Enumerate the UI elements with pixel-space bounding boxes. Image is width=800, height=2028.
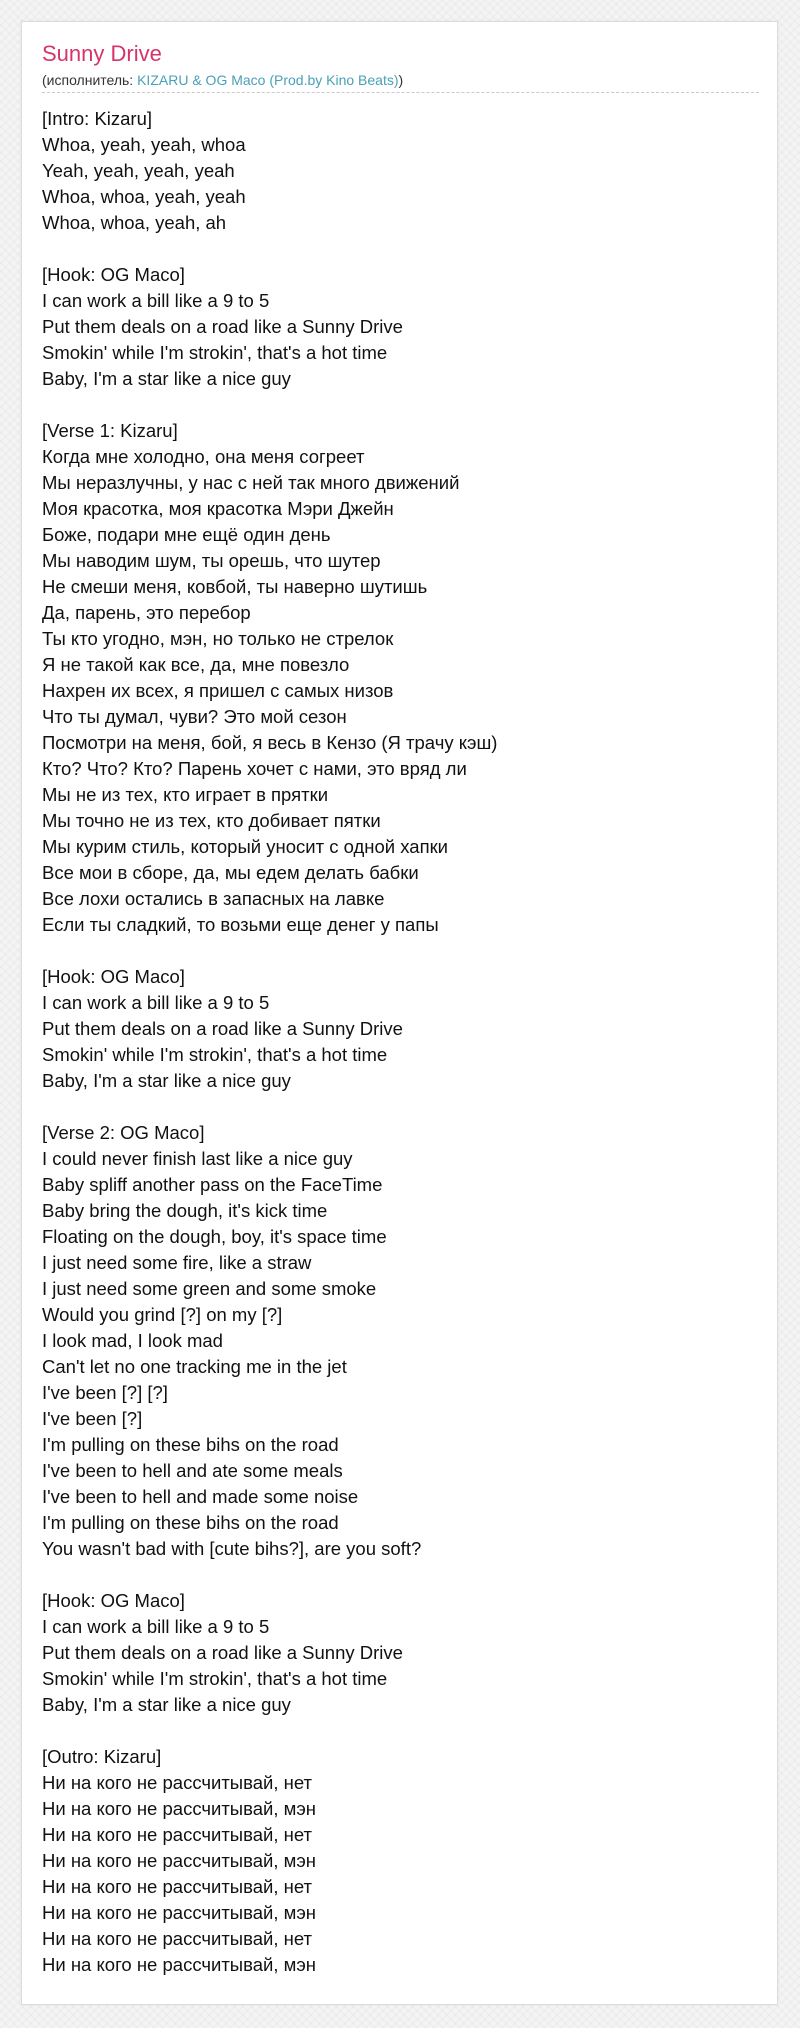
stanza-gap — [42, 1094, 759, 1120]
lyric-line: Мы не из тех, кто играет в прятки — [42, 784, 329, 805]
lyric-line: Baby spliff another pass on the FaceTime — [42, 1174, 383, 1195]
lyric-line: Ни на кого не рассчитывай, нет — [42, 1876, 312, 1897]
lyric-line: Smokin' while I'm strokin', that's a hot time — [42, 1668, 388, 1689]
lyric-line: Когда мне холодно, она меня согреет — [42, 446, 365, 467]
lyrics-card — [21, 21, 778, 2005]
stanza-gap — [42, 236, 759, 262]
lyric-line: Мы курим стиль, который уносит с одной хапки — [42, 836, 449, 857]
lyric-line: I've been to hell and made some noise — [42, 1486, 359, 1507]
lyric-line: Нахрен их всех, я пришел с самых низов — [42, 680, 394, 701]
lyric-line: Whoa, whoa, yeah, ah — [42, 212, 227, 233]
lyric-line: Put them deals on a road like a Sunny Drive — [42, 316, 403, 337]
artist-prefix: (исполнитель: — [42, 72, 138, 88]
lyric-line: Боже, подари мне ещё один день — [42, 524, 331, 545]
lyric-line: Ни на кого не рассчитывай, нет — [42, 1772, 312, 1793]
lyric-line: Ни на кого не рассчитывай, мэн — [42, 1902, 316, 1923]
lyric-line: Мы наводим шум, ты орешь, что шутер — [42, 550, 381, 571]
song-title: Sunny Drive — [42, 41, 162, 66]
lyric-line: Can't let no one tracking me in the jet — [42, 1356, 347, 1377]
lyric-line: Все лохи остались в запасных на лавке — [42, 888, 385, 909]
lyric-line: I can work a bill like a 9 to 5 — [42, 1616, 270, 1637]
stanza-gap — [42, 1718, 759, 1744]
lyric-line: Да, парень, это перебор — [42, 602, 251, 623]
lyric-line: Мы точно не из тех, кто добивает пятки — [42, 810, 381, 831]
artist-line — [42, 72, 759, 93]
stanza-gap — [42, 1562, 759, 1588]
lyric-line: Baby, I'm a star like a nice guy — [42, 1070, 291, 1091]
lyric-line: I'm pulling on these bihs on the road — [42, 1434, 339, 1455]
lyric-line: I've been [?] [?] — [42, 1382, 168, 1403]
lyric-line: Put them deals on a road like a Sunny Drive — [42, 1642, 403, 1663]
lyric-line: Smokin' while I'm strokin', that's a hot time — [42, 342, 388, 363]
artist-link[interactable]: KIZARU & OG Maco (Prod.by Kino Beats) — [137, 72, 399, 88]
lyric-line: Кто? Что? Кто? Парень хочет с нами, это вряд ли — [42, 758, 467, 779]
lyric-line: Whoa, whoa, yeah, yeah — [42, 186, 246, 207]
lyric-line: I just need some green and some smoke — [42, 1278, 377, 1299]
section-heading: [Verse 2: OG Maco] — [42, 1122, 205, 1143]
lyric-line: I've been to hell and ate some meals — [42, 1460, 343, 1481]
lyric-line: You wasn't bad with [cute bihs?], are you soft? — [42, 1538, 422, 1559]
lyric-line: Я не такой как все, да, мне повезло — [42, 654, 350, 675]
lyric-line: I can work a bill like a 9 to 5 — [42, 992, 270, 1013]
lyric-line: Smokin' while I'm strokin', that's a hot time — [42, 1044, 388, 1065]
stanza-gap — [42, 392, 759, 418]
lyric-line: Put them deals on a road like a Sunny Drive — [42, 1018, 403, 1039]
lyric-line: Моя красотка, моя красотка Мэри Джейн — [42, 498, 394, 519]
lyric-line: I just need some fire, like a straw — [42, 1252, 312, 1273]
lyric-line: Что ты думал, чуви? Это мой сезон — [42, 706, 347, 727]
lyric-line: Ни на кого не рассчитывай, нет — [42, 1824, 312, 1845]
lyric-line: Floating on the dough, boy, it's space time — [42, 1226, 387, 1247]
lyric-line: Ни на кого не рассчитывай, нет — [42, 1928, 312, 1949]
lyric-line: I look mad, I look mad — [42, 1330, 223, 1351]
lyric-line: Ни на кого не рассчитывай, мэн — [42, 1850, 316, 1871]
lyric-line: Baby, I'm a star like a nice guy — [42, 1694, 291, 1715]
lyric-line: Ни на кого не рассчитывай, мэн — [42, 1954, 316, 1975]
lyric-line: Мы неразлучны, у нас с ней так много движений — [42, 472, 460, 493]
lyric-line: Baby, I'm a star like a nice guy — [42, 368, 291, 389]
lyric-line: Не смеши меня, ковбой, ты наверно шутишь — [42, 576, 428, 597]
lyric-line: Whoa, yeah, yeah, whoa — [42, 134, 246, 155]
lyric-line: I could never finish last like a nice guy — [42, 1148, 353, 1169]
section-heading: [Hook: OG Maco] — [42, 966, 185, 987]
lyric-line: Would you grind [?] on my [?] — [42, 1304, 283, 1325]
lyrics-text — [42, 106, 759, 1978]
artist-suffix: ) — [398, 72, 404, 88]
section-heading: [Intro: Kizaru] — [42, 108, 153, 129]
stanza-gap — [42, 938, 759, 964]
lyric-line: Ты кто угодно, мэн, но только не стрелок — [42, 628, 394, 649]
section-heading: [Outro: Kizaru] — [42, 1746, 162, 1767]
lyric-line: Посмотри на меня, бой, я весь в Кензо (Я трачу кэш) — [42, 732, 498, 753]
lyric-line: Baby bring the dough, it's kick time — [42, 1200, 328, 1221]
lyric-line: Yeah, yeah, yeah, yeah — [42, 160, 235, 181]
lyric-line: Ни на кого не рассчитывай, мэн — [42, 1798, 316, 1819]
lyric-line: I'm pulling on these bihs on the road — [42, 1512, 339, 1533]
lyric-line: I can work a bill like a 9 to 5 — [42, 290, 270, 311]
lyric-line: Если ты сладкий, то возьми еще денег у папы — [42, 914, 439, 935]
section-heading: [Hook: OG Maco] — [42, 264, 185, 285]
lyric-line: I've been [?] — [42, 1408, 143, 1429]
section-heading: [Hook: OG Maco] — [42, 1590, 185, 1611]
lyric-line: Все мои в сборе, да, мы едем делать бабки — [42, 862, 419, 883]
section-heading: [Verse 1: Kizaru] — [42, 420, 178, 441]
